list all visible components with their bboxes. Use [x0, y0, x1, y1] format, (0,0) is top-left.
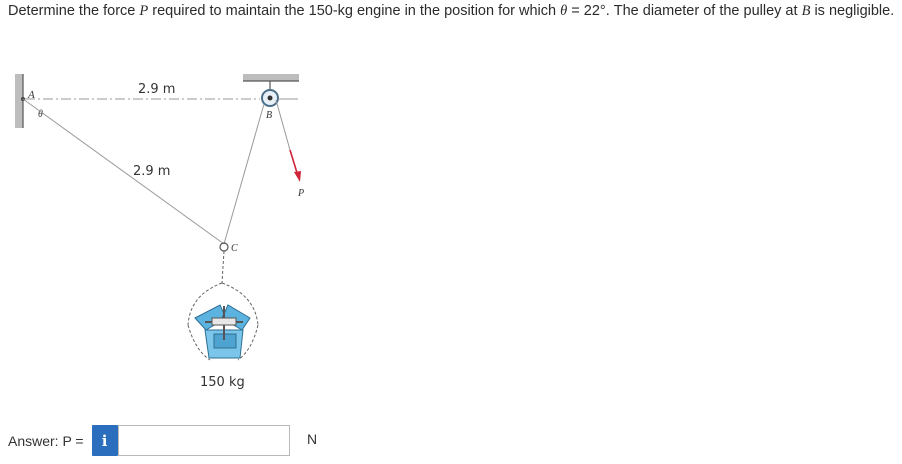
label-a: A	[28, 89, 35, 101]
cable-ac	[23, 99, 224, 244]
cable-cb	[224, 104, 264, 244]
answer-label: Answer: P =	[8, 432, 84, 449]
ceiling-support	[243, 74, 299, 81]
cable-bp	[276, 100, 290, 150]
label-c: C	[231, 243, 238, 254]
wall-support-a	[15, 74, 23, 128]
question-text: Determine the force P required to maintain the 150-kg engine in the position for which θ = 22°. The diameter of the pulley at B is negligible.	[8, 3, 895, 19]
engine-block	[195, 305, 250, 358]
label-p: P	[298, 188, 305, 199]
mass-label: 150 kg	[200, 375, 245, 390]
info-icon[interactable]: i	[92, 425, 118, 456]
label-b: B	[266, 110, 273, 121]
dim-top-label: 2.9 m	[138, 82, 176, 97]
dim-diag-label: 2.9 m	[133, 164, 171, 179]
label-theta: θ	[38, 109, 43, 120]
ring-c	[220, 243, 228, 251]
unit-label: N	[307, 431, 318, 447]
var-theta: θ	[560, 3, 568, 19]
answer-input[interactable]	[118, 425, 290, 456]
var-b: B	[801, 3, 811, 19]
answer-row	[8, 425, 290, 456]
var-p: P	[139, 3, 149, 19]
